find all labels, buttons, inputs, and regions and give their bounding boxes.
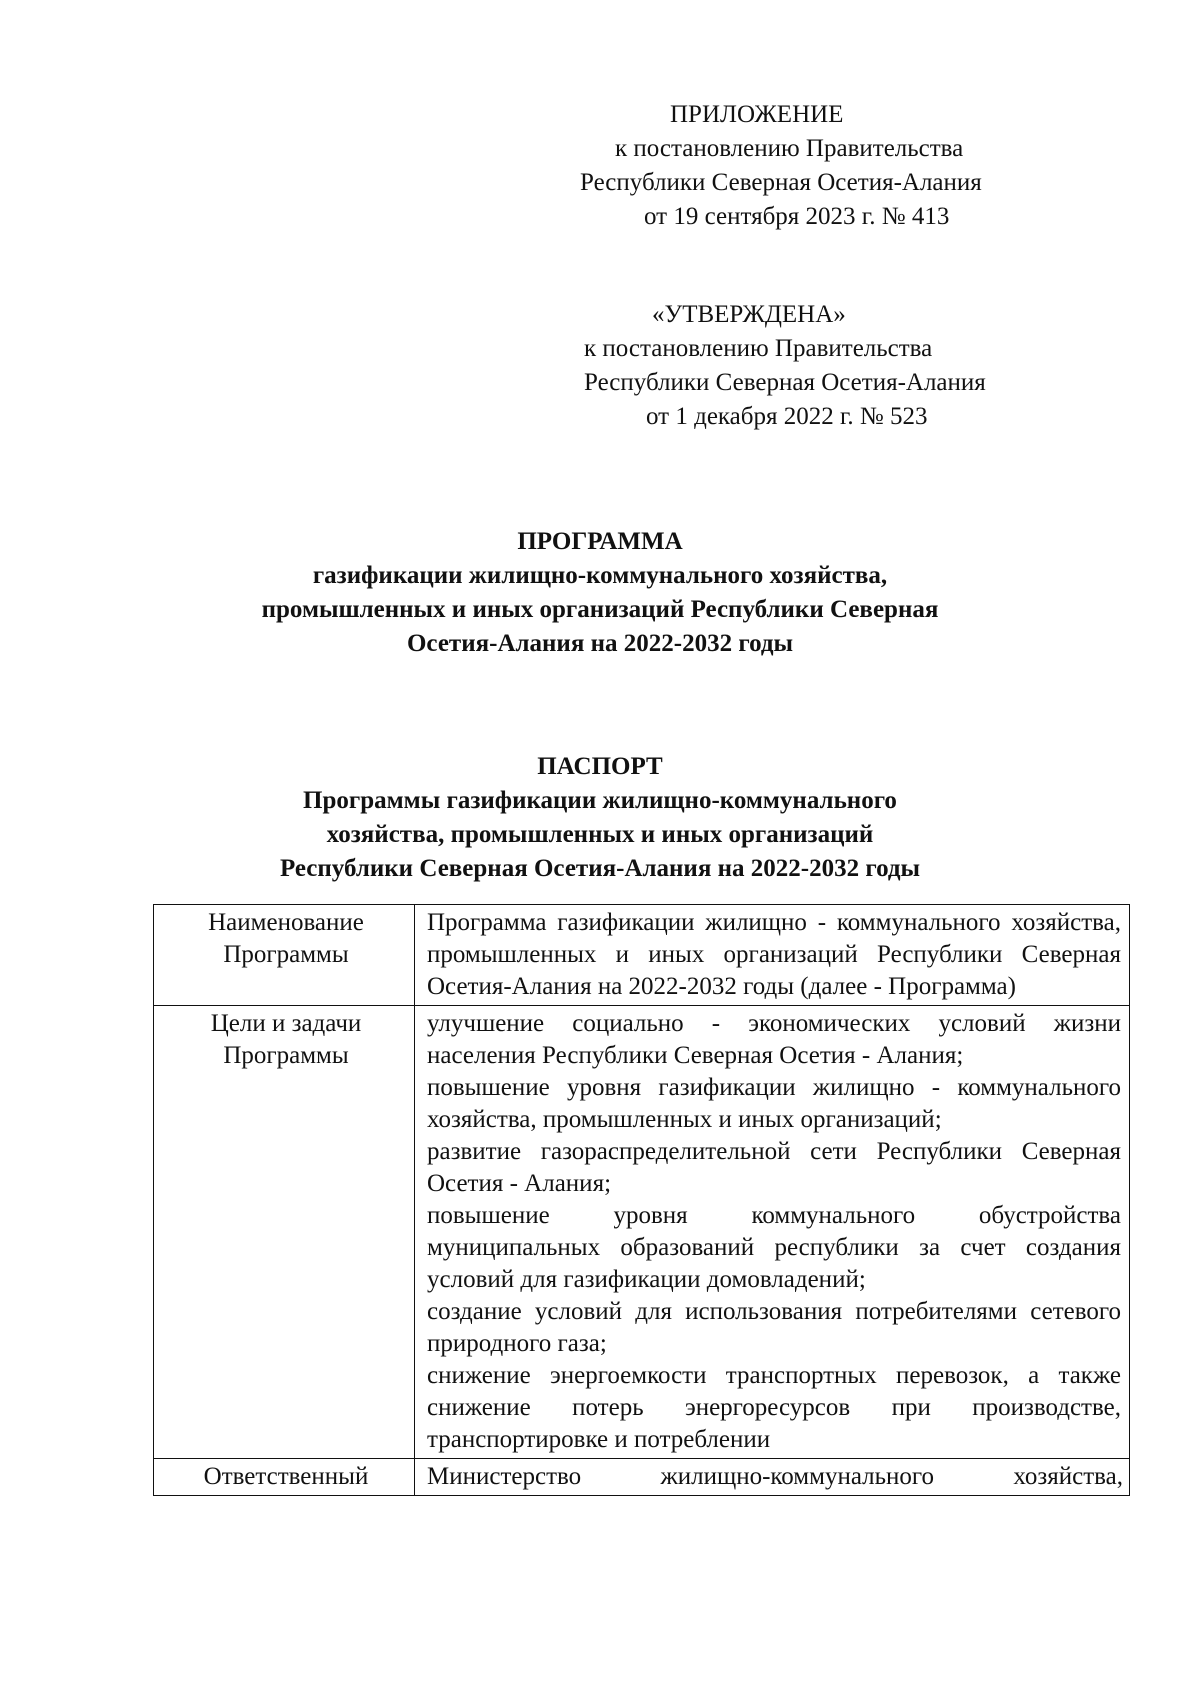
row-value: [415, 1006, 1130, 1459]
row-paragraph: снижение энергоемкости транспортных перевозок, а также снижение потерь энергоресурсов при производстве, транспортировке и потреблении: [427, 1362, 1121, 1453]
appendix-line-1: к постановлению Правительства: [615, 135, 964, 162]
row-paragraph: повышение уровня газификации жилищно - коммунального хозяйства, промышленных и иных организаций;: [427, 1074, 1121, 1133]
passport-title-line-1: Программы газификации жилищно-коммунального: [303, 787, 897, 814]
passport-table: [153, 904, 1130, 1496]
appendix-line-3: от 19 сентября 2023 г. № 413: [644, 203, 950, 230]
table-row: [154, 1006, 1130, 1459]
approved-line-2: Республики Северная Осетия-Алания: [584, 369, 986, 396]
row-paragraph: повышение уровня коммунального обустройства муниципальных образований республики за счет создания условий для газификации домовладений;: [427, 1202, 1121, 1293]
program-title-line-3: Осетия-Алания на 2022-2032 годы: [406, 630, 794, 657]
table-row: [154, 1459, 1130, 1496]
program-title-line-2: промышленных и иных организаций Республики Северная: [261, 596, 939, 623]
row-label-line: Цели и задачи: [210, 1010, 362, 1037]
passport-heading: ПАСПОРТ: [537, 753, 663, 780]
passport-title-line-3: Республики Северная Осетия-Алания на 2022-2032 годы: [279, 855, 921, 882]
approved-title: «УТВЕРЖДЕНА»: [652, 301, 846, 328]
row-paragraph: Министерство жилищно-коммунального хозяйства,: [427, 1463, 1123, 1490]
approved-line-1: к постановлению Правительства: [584, 335, 933, 362]
appendix-line-2: Республики Северная Осетия-Алания: [580, 169, 982, 196]
appendix-header: [560, 98, 1040, 234]
row-label-line: Программы: [223, 1042, 349, 1069]
row-value: [415, 905, 1130, 1006]
row-paragraph: улучшение социально - экономических условий жизни населения Республики Северная Осетия - Алания;: [427, 1010, 1121, 1069]
program-heading: ПРОГРАММА: [517, 528, 683, 555]
row-label-line: Ответственный: [203, 1463, 369, 1490]
passport-title-line-2: хозяйства, промышленных и иных организаций: [326, 821, 874, 848]
row-value: [415, 1459, 1130, 1496]
approved-line-3: от 1 декабря 2022 г. № 523: [646, 403, 928, 430]
appendix-title: ПРИЛОЖЕНИЕ: [670, 101, 844, 128]
program-title-line-1: газификации жилищно-коммунального хозяйства,: [312, 562, 888, 589]
row-label-line: Программы: [223, 941, 349, 968]
row-paragraph: Программа газификации жилищно - коммунального хозяйства, промышленных и иных организаций Республики Северная Осетия-Алания на 2022-2032 годы (далее - Программа): [427, 909, 1121, 1000]
table-row: [154, 905, 1130, 1006]
row-paragraph: развитие газораспределительной сети Республики Северная Осетия - Алания;: [427, 1138, 1121, 1197]
row-label: [154, 1006, 415, 1459]
row-label: [154, 1459, 415, 1496]
passport-title: [150, 750, 1050, 886]
row-label: [154, 905, 415, 1006]
row-label-line: Наименование: [208, 909, 364, 936]
program-title: [150, 525, 1050, 661]
row-paragraph: создание условий для использования потребителями сетевого природного газа;: [427, 1298, 1121, 1357]
approved-header: [560, 298, 1040, 434]
